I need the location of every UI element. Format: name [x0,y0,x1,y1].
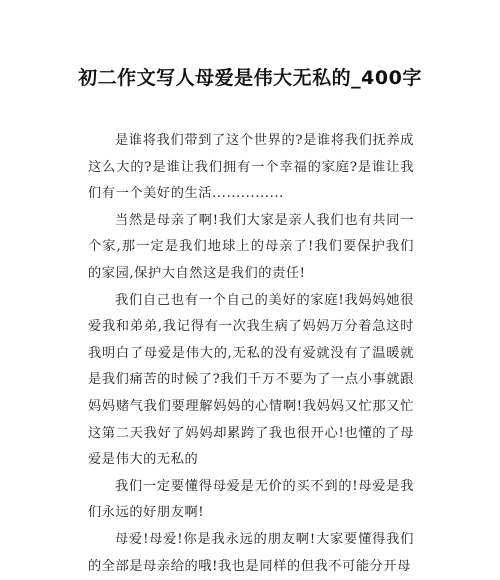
document-body [88,128,414,580]
paragraph: 我们自己也有一个自己的美好的家庭!我妈妈她很爱我和弟弟,我记得有一次我生病了妈妈万分着急这时我明白了母爱是伟大的,无私的没有爱就没有了温暖就是我们痛苦的时候了?我们千万不要为了一点小事就跟妈妈赌气我们要理解妈妈的心情啊!我妈妈又忙那又忙这第二天我好了妈妈却累跨了我也很开心!也懂的了母爱是伟大的无私的 [88,292,414,468]
paragraph: 当然是母亲了啊!我们大家是亲人我们也有共同一个家,那一定是我们地球上的母亲了!我们要保护我们的家园,保护大自然这是我们的责任! [88,212,414,281]
paragraph: 是谁将我们带到了这个世界的?是谁将我们抚养成这么大的?是谁让我们拥有一个幸福的家庭?是谁让我们有一个美好的生活............... [88,133,414,202]
paragraph: 我们一定要懂得母爱是无价的买不到的!母爱是我们永远的好朋友啊! [88,478,414,521]
paragraph: 母爱!母爱!你是我永远的朋友啊!大家要懂得我们的全部是母亲给的哦!我也是同样的但我不可能分开母 [88,531,414,574]
document-title: 初二作文写人母爱是伟大无私的_400字 [78,67,422,89]
